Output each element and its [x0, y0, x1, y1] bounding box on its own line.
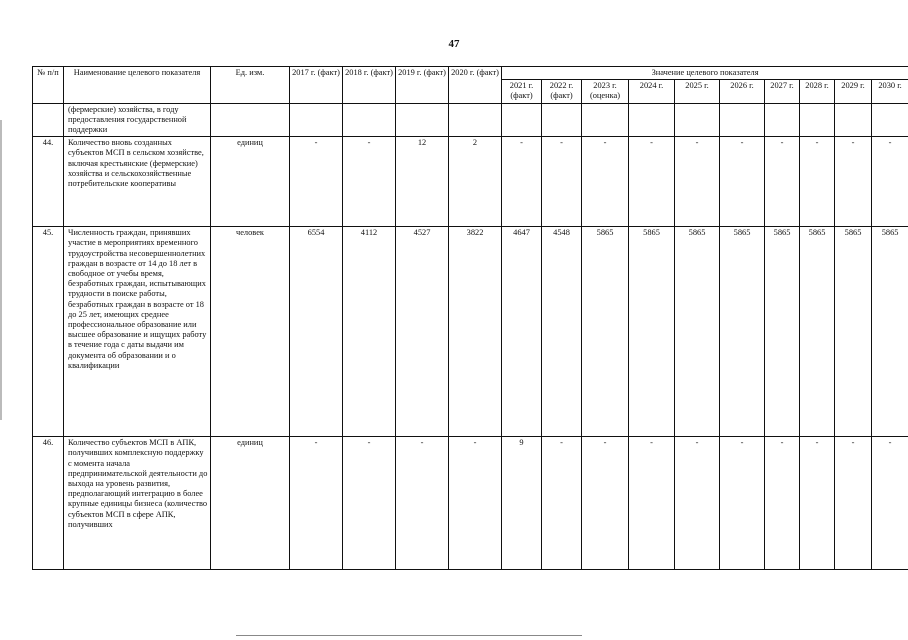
row-value: - — [800, 137, 835, 227]
row-num: 44. — [33, 137, 64, 227]
header-num: № п/п — [33, 67, 64, 104]
row-value: 4112 — [343, 227, 396, 437]
header-year: 2023 г. (оценка) — [582, 80, 629, 103]
row-value: - — [765, 137, 800, 227]
row-value: 4548 — [542, 227, 582, 437]
row-value — [502, 103, 542, 137]
row-value: 6554 — [290, 227, 343, 437]
row-value: - — [835, 137, 872, 227]
row-value: - — [343, 137, 396, 227]
row-value: 4527 — [396, 227, 449, 437]
row-value: 12 — [396, 137, 449, 227]
row-value: 5865 — [872, 227, 908, 437]
row-value — [675, 103, 720, 137]
row-value: 9 — [502, 437, 542, 570]
row-value: - — [396, 437, 449, 570]
row-value: - — [765, 437, 800, 570]
header-2020: 2020 г. (факт) — [449, 67, 502, 104]
scan-edge-mark — [0, 120, 2, 420]
row-value: - — [582, 437, 629, 570]
row-value — [835, 103, 872, 137]
row-value: 5865 — [720, 227, 765, 437]
row-value: 5865 — [835, 227, 872, 437]
row-value: - — [542, 437, 582, 570]
header-year: 2022 г. (факт) — [542, 80, 582, 103]
header-2019: 2019 г. (факт) — [396, 67, 449, 104]
row-value: 2 — [449, 137, 502, 227]
row-unit — [211, 103, 290, 137]
row-num: 45. — [33, 227, 64, 437]
row-value: - — [800, 437, 835, 570]
table-row — [33, 103, 908, 137]
row-num — [33, 103, 64, 137]
row-value — [396, 103, 449, 137]
row-unit: человек — [211, 227, 290, 437]
row-value: - — [449, 437, 502, 570]
row-value: - — [629, 437, 675, 570]
row-value: - — [343, 437, 396, 570]
row-value — [449, 103, 502, 137]
header-name: Наименование целевого показателя — [64, 67, 211, 104]
row-value: - — [542, 137, 582, 227]
page-number: 47 — [448, 38, 460, 50]
row-value: - — [675, 437, 720, 570]
target-indicators-table — [32, 66, 908, 570]
row-value — [720, 103, 765, 137]
row-name: (фермерские) хозяйства, в году предоставления государственной поддержки — [64, 103, 211, 137]
row-unit: единиц — [211, 437, 290, 570]
row-value: - — [720, 437, 765, 570]
row-value: - — [835, 437, 872, 570]
row-name: Количество вновь созданных субъектов МСП в сельском хозяйстве, включая крестьянские (фермерские) хозяйства и сельскохозяйственные потребительские кооперативы — [64, 137, 211, 227]
header-year: 2029 г. — [835, 80, 872, 103]
row-value: - — [629, 137, 675, 227]
row-value: 5865 — [765, 227, 800, 437]
header-year: 2030 г. — [872, 80, 908, 103]
header-year: 2028 г. — [800, 80, 835, 103]
row-value: - — [872, 137, 908, 227]
row-value — [800, 103, 835, 137]
row-value: - — [675, 137, 720, 227]
row-value: 5865 — [800, 227, 835, 437]
row-value — [872, 103, 908, 137]
header-year: 2026 г. — [720, 80, 765, 103]
row-value: 3822 — [449, 227, 502, 437]
row-value — [582, 103, 629, 137]
row-value: 5865 — [675, 227, 720, 437]
header-year: 2027 г. — [765, 80, 800, 103]
row-value: - — [290, 437, 343, 570]
scan-bottom-line — [236, 635, 582, 636]
table-row — [33, 137, 908, 227]
row-value — [765, 103, 800, 137]
row-value — [290, 103, 343, 137]
header-2018: 2018 г. (факт) — [343, 67, 396, 104]
header-year: 2021 г. (факт) — [502, 80, 542, 103]
row-value: - — [290, 137, 343, 227]
row-value: - — [720, 137, 765, 227]
row-unit: единиц — [211, 137, 290, 227]
row-value: - — [872, 437, 908, 570]
header-unit: Ед. изм. — [211, 67, 290, 104]
table-row — [33, 437, 908, 570]
header-2017: 2017 г. (факт) — [290, 67, 343, 104]
row-value: 4647 — [502, 227, 542, 437]
header-year: 2025 г. — [675, 80, 720, 103]
row-num: 46. — [33, 437, 64, 570]
header-year: 2024 г. — [629, 80, 675, 103]
row-value: - — [582, 137, 629, 227]
row-value: - — [502, 137, 542, 227]
row-value: 5865 — [582, 227, 629, 437]
row-value — [542, 103, 582, 137]
table-row — [33, 227, 908, 437]
row-name: Количество субъектов МСП в АПК, получивших комплексную поддержку с момента начала предпринимательской деятельности до выхода на уровень развития, предполагающий интеграцию в более крупные единицы бизнеса (количество субъектов МСП в сфере АПК, получивших — [64, 437, 211, 570]
header-target-group: Значение целевого показателя — [502, 67, 908, 80]
row-value — [629, 103, 675, 137]
row-value — [343, 103, 396, 137]
row-value: 5865 — [629, 227, 675, 437]
row-name: Численность граждан, принявших участие в мероприятиях временного трудоустройства несовершеннолетних граждан в возрасте от 14 до 18 лет в свободное от учебы время, безработных граждан, испытывающих трудности в поиске работы, безработных граждан в возрасте от 18 до 25 лет, имеющих среднее профессиональное образование или высшее образование и ищущих работу в течение года с даты выдачи им документа об образовании и о квалификации — [64, 227, 211, 437]
header-row-1 — [33, 67, 908, 80]
